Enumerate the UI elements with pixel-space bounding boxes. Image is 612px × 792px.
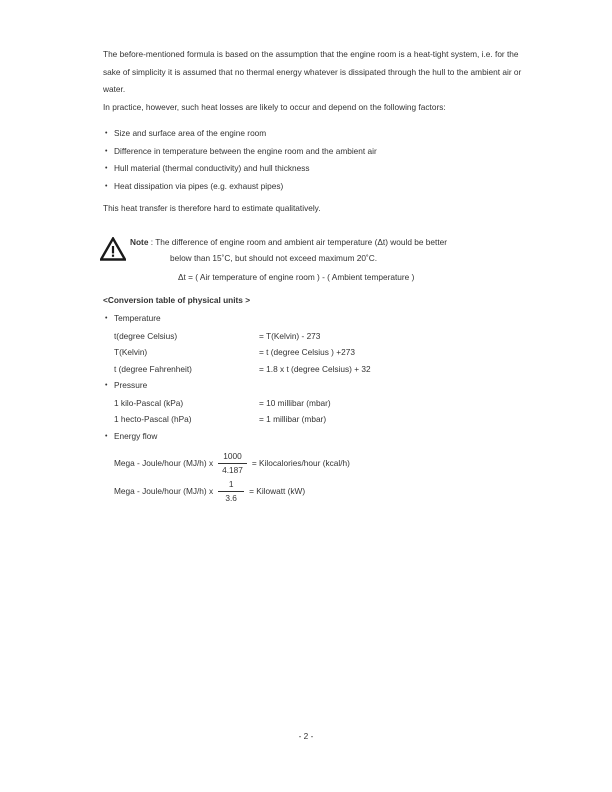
note-body xyxy=(130,234,540,285)
conversion-value: = t (degree Celsius ) +273 xyxy=(259,347,355,357)
bullet-icon: • xyxy=(105,147,108,155)
list-item xyxy=(105,160,525,178)
formula-fraction xyxy=(218,451,247,476)
conversion-unit: T(Kelvin) xyxy=(114,347,148,357)
conversion-group-temperature xyxy=(105,310,525,328)
formula-tail: = Kilowatt (kW) xyxy=(249,486,306,496)
note-line-2: below than 15˚C, but should not exceed maximum 20˚C. xyxy=(170,253,378,263)
conversion-value: = 1.8 x t (degree Celsius) + 32 xyxy=(259,363,371,374)
table-row xyxy=(114,328,525,345)
fraction-denominator: 3.6 xyxy=(225,492,237,503)
list-item-label: Difference in temperature between the engine room and the ambient air xyxy=(114,145,377,156)
note-row xyxy=(100,234,540,285)
table-row xyxy=(114,411,525,428)
conversion-unit: t(degree Celsius) xyxy=(114,330,178,341)
conversion-value: = T(Kelvin) - 273 xyxy=(259,330,321,341)
formula-tail: = Kilocalories/hour (kcal/h) xyxy=(251,458,350,468)
conversion-value: = 10 millibar (mbar) xyxy=(259,397,331,408)
bullet-icon: • xyxy=(105,182,108,190)
table-row xyxy=(114,395,525,412)
conversion-table xyxy=(105,310,525,505)
list-item-label: Hull material (thermal conductivity) and hull thickness xyxy=(114,163,310,173)
table-row xyxy=(114,361,525,378)
conversion-rows-pressure xyxy=(105,395,525,428)
intro-paragraph-2: In practice, however, such heat losses are likely to occur and depend on the following factors: xyxy=(103,101,446,112)
list-item-label: Heat dissipation via pipes (e.g. exhaust pipes) xyxy=(114,180,284,191)
conversion-value: = 1 millibar (mbar) xyxy=(259,414,327,424)
intro-paragraph-1: The before-mentioned formula is based on the assumption that the engine room is a heat-tight system, i.e. for the sake of simplicity it is assumed that no thermal energy whatever is dissipated through the hull to the ambient air or water. xyxy=(103,49,522,94)
formula-lead: Mega - Joule/hour (MJ/h) x xyxy=(114,486,214,496)
fraction-numerator: 1000 xyxy=(223,450,242,461)
formula-row xyxy=(114,449,525,477)
conversion-group-title: Pressure xyxy=(114,380,148,390)
warning-triangle-icon xyxy=(100,234,130,266)
page-number-footer: - 2 - xyxy=(298,731,314,741)
list-item xyxy=(105,125,525,143)
note-block xyxy=(100,234,540,285)
note-line-3: Δt = ( Air temperature of engine room ) - ( Ambient temperature ) xyxy=(178,272,415,282)
formula-row xyxy=(114,477,525,505)
conversion-group-pressure xyxy=(105,377,525,395)
note-separator: : xyxy=(148,237,156,247)
bullet-icon: • xyxy=(105,315,108,322)
list-item-label: Size and surface area of the engine room xyxy=(114,128,267,138)
note-text-1: The difference of engine room and ambient air temperature (Δt) would be better xyxy=(155,237,447,247)
bullet-icon: • xyxy=(105,432,108,440)
note-label: Note xyxy=(130,237,149,247)
bullet-icon: • xyxy=(105,382,108,389)
fraction-denominator: 4.187 xyxy=(222,464,243,475)
conversion-unit: 1 hecto-Pascal (hPa) xyxy=(114,414,192,424)
formula-fraction xyxy=(218,479,244,504)
fraction-numerator: 1 xyxy=(228,478,234,489)
intro-paragraphs xyxy=(103,46,528,116)
formula-lead: Mega - Joule/hour (MJ/h) x xyxy=(114,458,214,468)
conversion-table-heading: <Conversion table of physical units > xyxy=(103,295,251,305)
conversion-group-title: Temperature xyxy=(114,313,161,323)
conversion-rows-temperature xyxy=(105,328,525,378)
conversion-group-title: Energy flow xyxy=(114,430,158,441)
conversion-unit: 1 kilo-Pascal (kPa) xyxy=(114,397,184,408)
list-item xyxy=(105,178,525,196)
bullet-icon: • xyxy=(105,165,108,172)
table-row xyxy=(114,344,525,361)
closing-sentence: This heat transfer is therefore hard to estimate qualitatively. xyxy=(103,203,321,213)
list-item xyxy=(105,143,525,161)
energy-flow-formulas xyxy=(105,445,525,505)
conversion-unit: t (degree Fahrenheit) xyxy=(114,363,192,374)
bullet-icon: • xyxy=(105,130,108,137)
conversion-group-energy-flow xyxy=(105,428,525,446)
factors-list xyxy=(105,125,525,195)
note-line-1 xyxy=(130,234,540,250)
